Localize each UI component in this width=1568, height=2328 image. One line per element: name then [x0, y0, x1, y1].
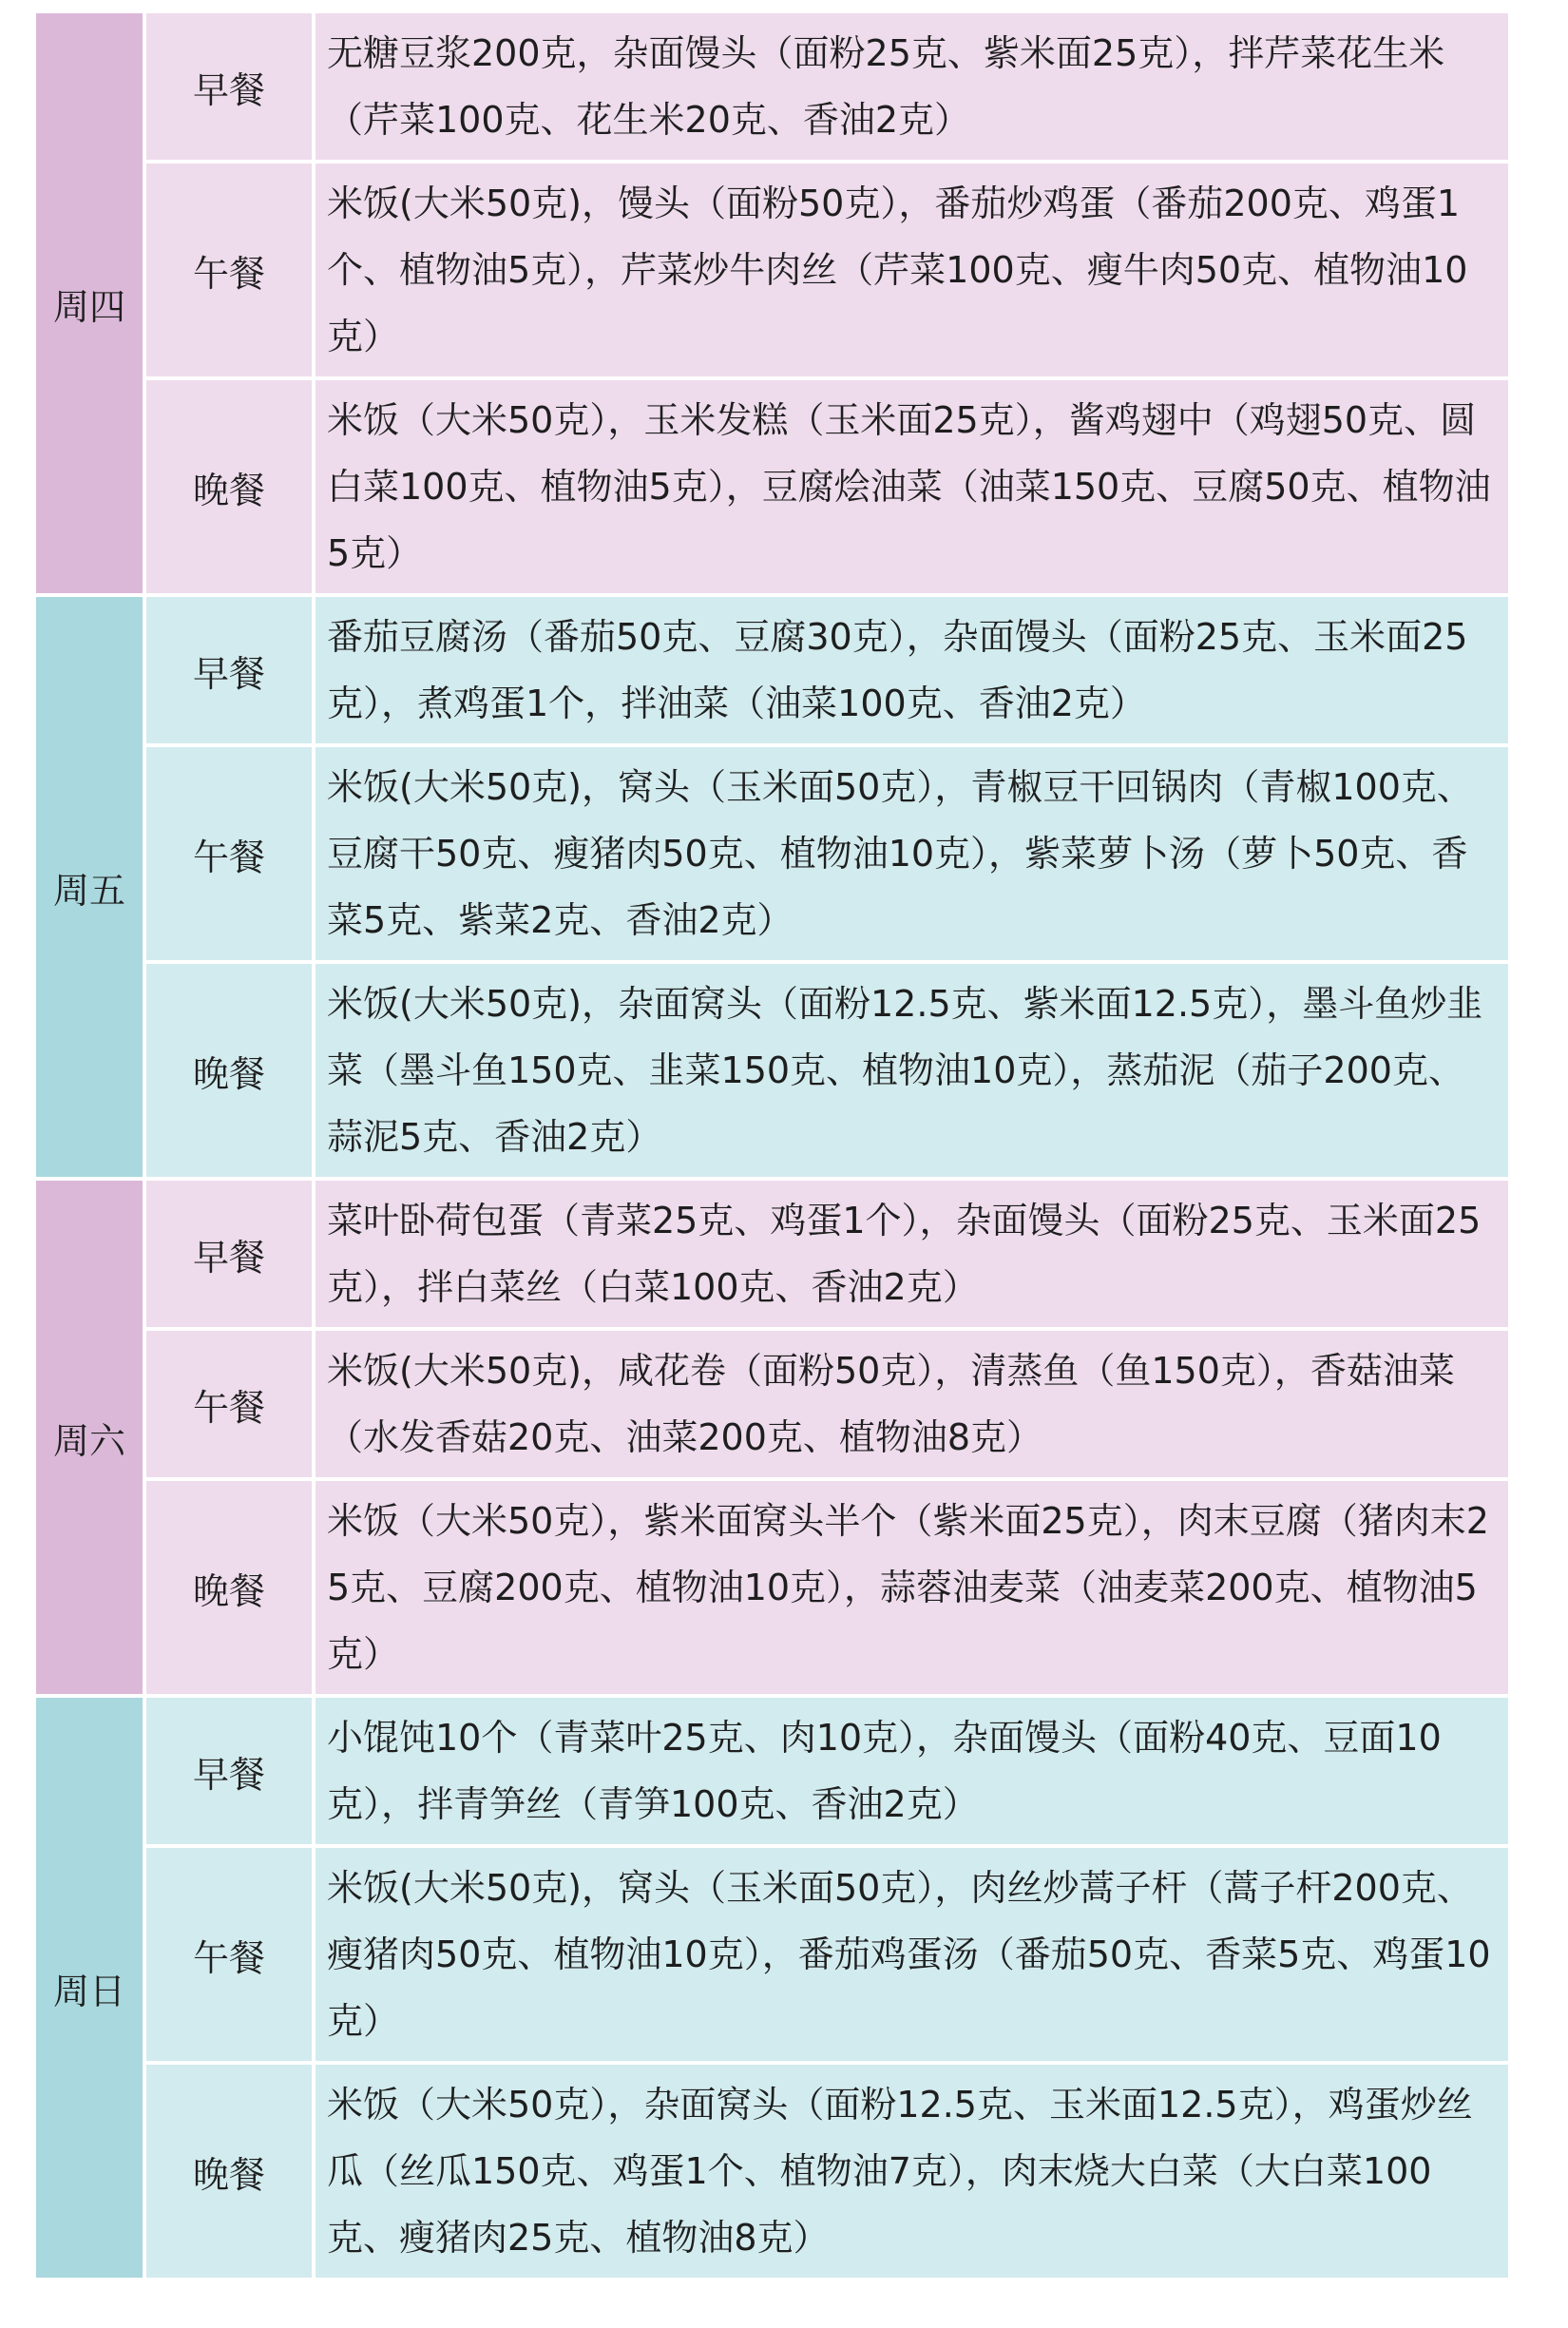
meal-label: 早餐: [146, 1181, 312, 1327]
table-row: [36, 597, 1508, 743]
meal-label: 晚餐: [146, 1481, 312, 1694]
meal-plan-table: [32, 10, 1512, 2281]
meal-content: 米饭（大米50克），杂面窝头（面粉12.5克、玉米面12.5克），鸡蛋炒丝瓜（丝瓜150克、鸡蛋1个、植物油7克），肉末烧大白菜（大白菜100克、瘦猪肉25克、植物油8克）: [316, 2065, 1508, 2278]
table-row: [36, 964, 1508, 1177]
meal-label: 午餐: [146, 1848, 312, 2061]
meal-content: 米饭（大米50克），玉米发糕（玉米面25克），酱鸡翅中（鸡翅50克、圆白菜100克、植物油5克），豆腐烩油菜（油菜150克、豆腐50克、植物油5克）: [316, 380, 1508, 593]
meal-label: 晚餐: [146, 2065, 312, 2278]
meal-content: 菜叶卧荷包蛋（青菜25克、鸡蛋1个），杂面馒头（面粉25克、玉米面25克），拌白菜丝（白菜100克、香油2克）: [316, 1181, 1508, 1327]
table-row: [36, 1181, 1508, 1327]
table-row: [36, 380, 1508, 593]
meal-label: 晚餐: [146, 964, 312, 1177]
table-row: [36, 2065, 1508, 2278]
day-label: 周日: [36, 1698, 143, 2278]
meal-label: 晚餐: [146, 380, 312, 593]
day-label: 周五: [36, 597, 143, 1177]
meal-content: 小馄饨10个（青菜叶25克、肉10克），杂面馒头（面粉40克、豆面10克），拌青笋丝（青笋100克、香油2克）: [316, 1698, 1508, 1844]
meal-label: 早餐: [146, 1698, 312, 1844]
day-label: 周六: [36, 1181, 143, 1694]
table-row: [36, 1698, 1508, 1844]
meal-label: 早餐: [146, 13, 312, 160]
table-row: [36, 164, 1508, 376]
meal-content: 无糖豆浆200克，杂面馒头（面粉25克、紫米面25克），拌芹菜花生米（芹菜100克、花生米20克、香油2克）: [316, 13, 1508, 160]
meal-content: 米饭(大米50克)，杂面窝头（面粉12.5克、紫米面12.5克），墨斗鱼炒韭菜（墨斗鱼150克、韭菜150克、植物油10克），蒸茄泥（茄子200克、蒜泥5克、香油2克）: [316, 964, 1508, 1177]
meal-content: 番茄豆腐汤（番茄50克、豆腐30克），杂面馒头（面粉25克、玉米面25克），煮鸡蛋1个，拌油菜（油菜100克、香油2克）: [316, 597, 1508, 743]
table-row: [36, 1481, 1508, 1694]
table-row: [36, 1331, 1508, 1477]
meal-content: 米饭(大米50克)，馒头（面粉50克），番茄炒鸡蛋（番茄200克、鸡蛋1个、植物油5克），芹菜炒牛肉丝（芹菜100克、瘦牛肉50克、植物油10克）: [316, 164, 1508, 376]
meal-label: 早餐: [146, 597, 312, 743]
day-label: 周四: [36, 13, 143, 593]
table-row: [36, 1848, 1508, 2061]
meal-content: 米饭(大米50克)，窝头（玉米面50克），青椒豆干回锅肉（青椒100克、豆腐干50克、瘦猪肉50克、植物油10克），紫菜萝卜汤（萝卜50克、香菜5克、紫菜2克、香油2克）: [316, 747, 1508, 960]
meal-label: 午餐: [146, 1331, 312, 1477]
meal-content: 米饭(大米50克)，窝头（玉米面50克），肉丝炒蒿子杆（蒿子杆200克、瘦猪肉50克、植物油10克），番茄鸡蛋汤（番茄50克、香菜5克、鸡蛋10克）: [316, 1848, 1508, 2061]
meal-content: 米饭（大米50克），紫米面窝头半个（紫米面25克），肉末豆腐（猪肉末25克、豆腐200克、植物油10克），蒜蓉油麦菜（油麦菜200克、植物油5克）: [316, 1481, 1508, 1694]
meal-label: 午餐: [146, 164, 312, 376]
meal-content: 米饭(大米50克)，咸花卷（面粉50克），清蒸鱼（鱼150克），香菇油菜（水发香菇20克、油菜200克、植物油8克）: [316, 1331, 1508, 1477]
meal-plan-body: [36, 13, 1508, 2278]
table-row: [36, 747, 1508, 960]
table-row: [36, 13, 1508, 160]
meal-label: 午餐: [146, 747, 312, 960]
